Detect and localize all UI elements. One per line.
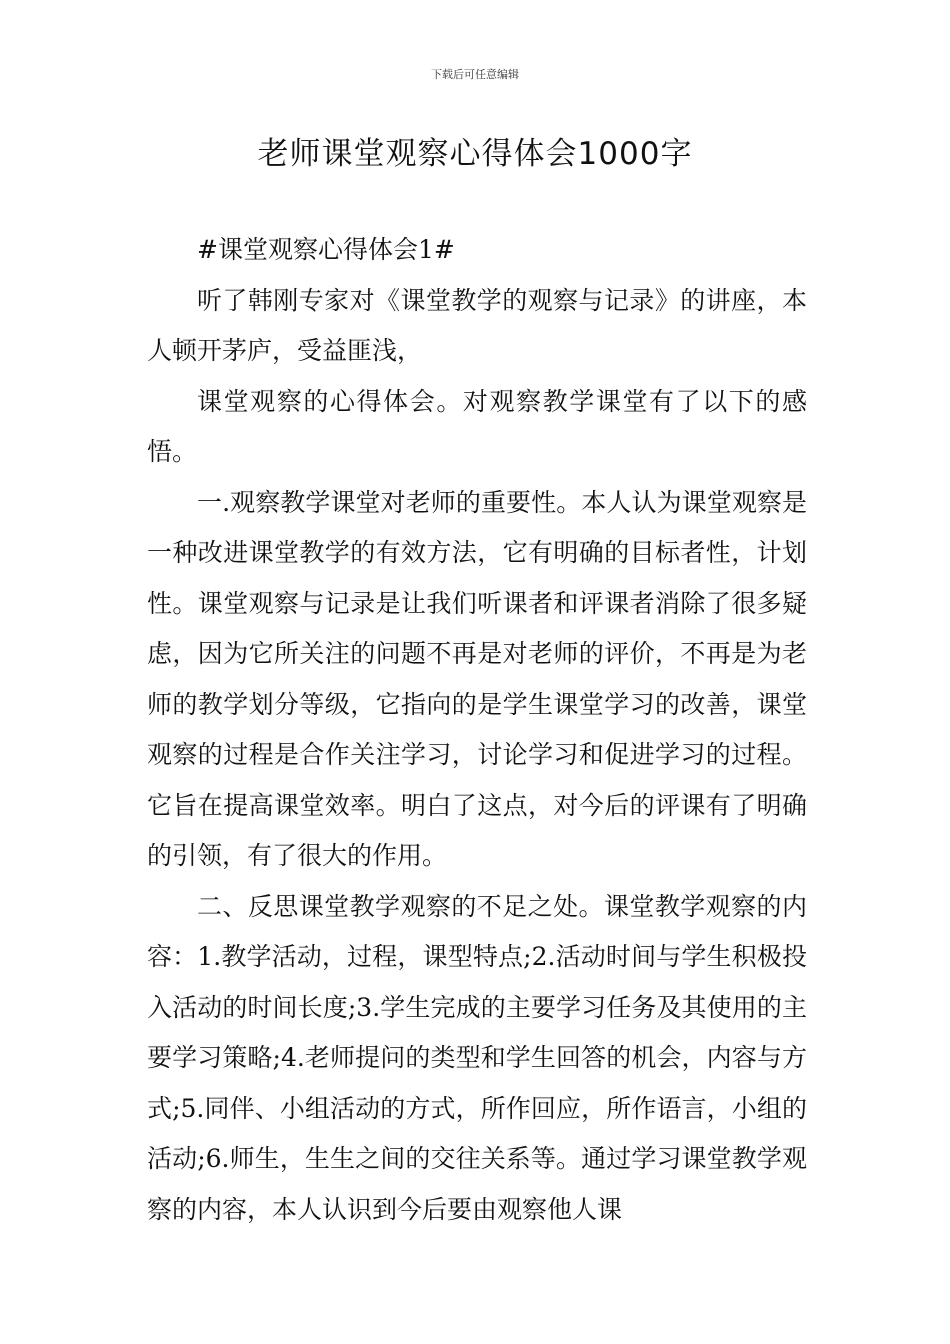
document-body (147, 225, 807, 1235)
document-title: 老师课堂观察心得体会1000字 (257, 136, 693, 172)
header-note: 下载后可任意编辑 (431, 68, 519, 81)
body-paragraph: 二、反思课堂教学观察的不足之处。课堂教学观察的内容：1.教学活动，过程，课型特点;2.活动时间与学生积极投入活动的时间长度;3.学生完成的主要学习任务及其使用的主要学习策略;4.老师提问的类型和学生回答的机会，内容与方式;5.同伴、小组活动的方式，所作回应，所作语言，小组的活动;6.师生，生生之间的交往关系等。通过学习课堂教学观察的内容，本人认识到今后要由观察他人课 (147, 891, 807, 1224)
body-paragraph: 一.观察教学课堂对老师的重要性。本人认为课堂观察是一种改进课堂教学的有效方法，它有明确的目标者性，计划性。课堂观察与记录是让我们听课者和评课者消除了很多疑虑，因为它所关注的问题不再是对老师的评价，不再是为老师的教学划分等级，它指向的是学生课堂学习的改善，课堂观察的过程是合作关注学习，讨论学习和促进学习的过程。它旨在提高课堂效率。明白了这点，对今后的评课有了明确的引领，有了很大的作用。 (147, 487, 807, 870)
subheading-paragraph: #课堂观察心得体会1# (197, 235, 455, 264)
body-paragraph: 课堂观察的心得体会。对观察教学课堂有了以下的感悟。 (147, 386, 807, 466)
body-paragraph: 听了韩刚专家对《课堂教学的观察与记录》的讲座，本人顿开茅庐，受益匪浅， (147, 285, 807, 365)
